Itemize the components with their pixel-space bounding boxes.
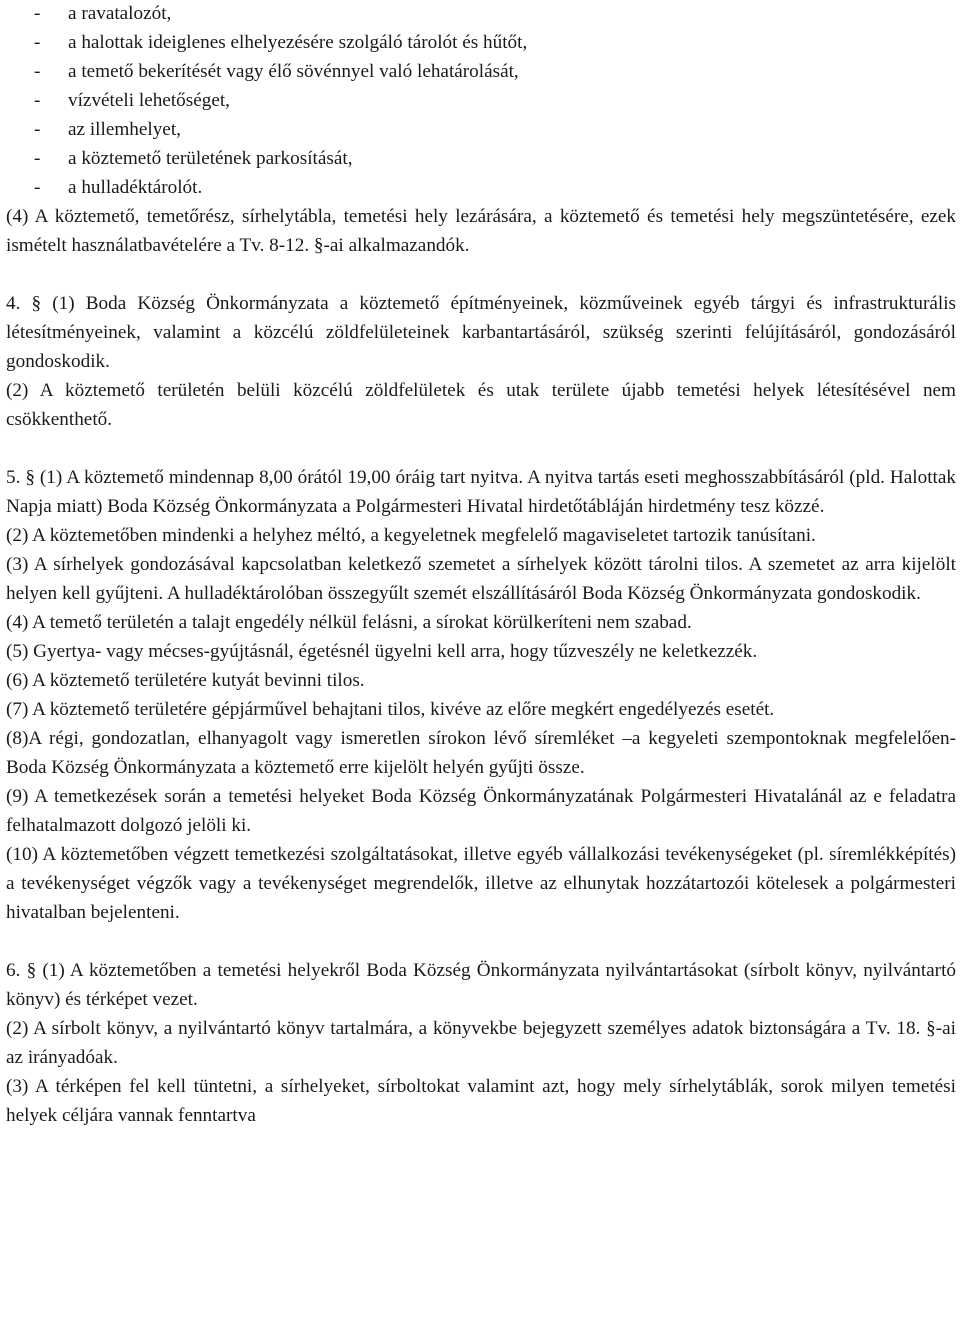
section-6-paragraph-3: (3) A térképen fel kell tüntetni, a sírhelyeket, sírboltokat valamint azt, hogy mely sírhelytáblák, sorok milyen temetési helyek céljára vannak fenntartva <box>6 1076 956 1126</box>
list-item <box>34 57 956 86</box>
section-5-paragraph-6: (6) A köztemető területére kutyát bevinni tilos. <box>6 670 365 691</box>
list-bullet: - <box>34 148 41 169</box>
section-5-paragraph-4: (4) A temető területén a talajt engedély nélkül felásni, a sírokat körülkeríteni nem szabad. <box>6 612 692 633</box>
paragraph-3-4: (4) A köztemető, temetőrész, sírhelytábla, temetési hely lezárására, a köztemető és temetési hely megszüntetésére, ezek ismételt használatbavételére a Tv. 8-12. §-ai alkalmazandók. <box>6 206 956 256</box>
list-item-text: a temető bekerítését vagy élő sövénnyel való lehatárolását, <box>68 61 519 82</box>
section-5-paragraph-3: (3) A sírhelyek gondozásával kapcsolatban keletkező szemetet a sírhelyek között tárolni tilos. A szemetet az arra kijelölt helyen kell gyűjteni. A hulladéktárolóban összegyűlt szemét elszállításáról Boda Község Önkormányzata gondoskodik. <box>6 554 956 604</box>
list-bullet: - <box>34 61 41 82</box>
list-item-text: a ravatalozót, <box>68 3 172 24</box>
list-bullet: - <box>34 32 41 53</box>
section-5-paragraph-10: (10) A köztemetőben végzett temetkezési szolgáltatásokat, illetve egyéb vállalkozási tevékenységeket (pl. síremlékképítés) a tevékenységet végzők vagy a tevékenységet megrendelők, illetve az elhunytak hozzátartozói kötelesek a polgármesteri hivatalban bejelenteni. <box>6 844 956 923</box>
list-item-text: a köztemető területének parkosítását, <box>68 148 353 169</box>
section-5-paragraph-2: (2) A köztemetőben mindenki a helyhez méltó, a kegyeletnek megfelelő magaviseletet tartozik tanúsítani. <box>6 525 816 546</box>
list-bullet: - <box>34 3 41 24</box>
list-item-text: vízvételi lehetőséget, <box>68 90 230 111</box>
list-item-text: az illemhelyet, <box>68 119 181 140</box>
list-item-text: a hulladéktárolót. <box>68 177 203 198</box>
list-item-text: a halottak ideiglenes elhelyezésére szolgáló tárolót és hűtőt, <box>68 32 528 53</box>
section-6-paragraph-1: 6. § (1) A köztemetőben a temetési helyekről Boda Község Önkormányzata nyilvántartásokat (sírbolt könyv, nyilvántartó könyv) és térképet vezet. <box>6 960 956 1010</box>
list-item <box>34 173 956 202</box>
list-item <box>34 115 956 144</box>
section-6-paragraph-2: (2) A sírbolt könyv, a nyilvántartó könyv tartalmára, a könyvekbe bejegyzett személyes adatok biztonságára a Tv. 18. §-ai az irányadóak. <box>6 1018 956 1068</box>
list-bullet: - <box>34 90 41 111</box>
paragraph-gap <box>6 434 956 463</box>
list-bullet: - <box>34 119 41 140</box>
section-5-paragraph-1: 5. § (1) A köztemető mindennap 8,00 órától 19,00 óráig tart nyitva. A nyitva tartás eseti meghosszabbításáról (pld. Halottak Napja miatt) Boda Község Önkormányzata a Polgármesteri Hivatal hirdetőtábláján hirdetmény tesz közzé. <box>6 467 956 517</box>
section-5-paragraph-8: (8)A régi, gondozatlan, elhanyagolt vagy ismeretlen sírokon lévő síremléket –a kegyeleti szempontoknak megfelelően- Boda Község Önkormányzata a köztemető erre kijelölt helyén gyűjti össze. <box>6 728 956 778</box>
list-item <box>34 86 956 115</box>
paragraph-gap <box>6 260 956 289</box>
list-item <box>34 0 956 28</box>
section-4-paragraph-2: (2) A köztemető területén belüli közcélú zöldfelületek és utak területe újabb temetési helyek létesítésével nem csökkenthető. <box>6 380 956 430</box>
paragraph-gap <box>6 927 956 956</box>
facility-list <box>6 0 956 202</box>
list-item <box>34 28 956 57</box>
section-5-paragraph-5: (5) Gyertya- vagy mécses-gyújtásnál, égetésnél ügyelni kell arra, hogy tűzveszély ne keletkezzék. <box>6 641 758 662</box>
document-page <box>6 0 956 1130</box>
section-5-paragraph-9: (9) A temetkezések során a temetési helyeket Boda Község Önkormányzatának Polgármesteri Hivatalánál az e feladatra felhatalmazott dolgozó jelöli ki. <box>6 786 956 836</box>
section-4-paragraph-1: 4. § (1) Boda Község Önkormányzata a köztemető építményeinek, közműveinek egyéb tárgyi és infrastrukturális létesítményeinek, valamint a közcélú zöldfelületeinek karbantartásáról, szükség szerinti felújításáról, gondozásáról gondoskodik. <box>6 293 956 372</box>
section-5-paragraph-7: (7) A köztemető területére gépjárművel behajtani tilos, kivéve az előre megkért engedélyezés esetét. <box>6 699 775 720</box>
list-bullet: - <box>34 177 41 198</box>
list-item <box>34 144 956 173</box>
